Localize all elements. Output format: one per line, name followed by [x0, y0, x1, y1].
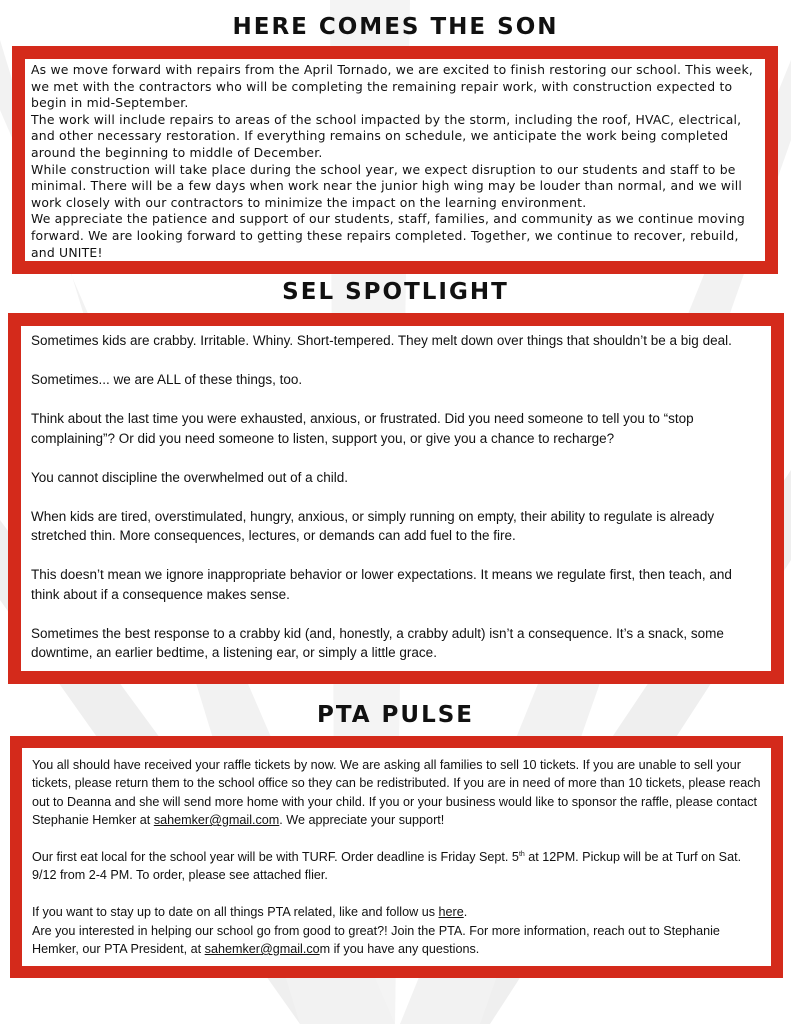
sel-paragraph: When kids are tired, overstimulated, hungry, anxious, or simply running on empty, their ability to regulate is already stretched thin. More consequences, lectures, or demands can add fuel to the fire.: [31, 508, 715, 543]
section-title-sel: SEL SPOTLIGHT: [282, 279, 509, 305]
pta-eat-local-end: at 12PM. Pickup will be at Turf on Sat. 9/12 from 2-4 PM. To order, please see attached flier.: [32, 850, 742, 883]
sel-paragraph: Think about the last time you were exhausted, anxious, or frustrated. Did you need someone to tell you to “stop complaining”? Or did you need someone to listen, support you, or give you a chance to recharge?: [31, 411, 694, 446]
sel-paragraph: Sometimes kids are crabby. Irritable. Whiny. Short-tempered. They melt down over things that shouldn’t be a big deal.: [31, 333, 732, 348]
pta-join-text: Are you interested in helping our school go from good to great?! Join the PTA. For more information, reach out to Stephanie Hemker, our PTA President, at: [32, 923, 720, 957]
pta-follow-paragraph: [32, 903, 761, 921]
son-paragraph: We appreciate the patience and support of our students, staff, families, and community as we continue moving forward. We are looking forward to getting these repairs completed. Together, we continue to recover, rebuild, and UNITE!: [31, 211, 745, 260]
follow-here-link[interactable]: here: [438, 905, 464, 920]
pta-raffle-end: . We appreciate your support!: [279, 813, 445, 828]
pta-eat-local-paragraph: [32, 848, 761, 885]
pta-follow-end: .: [463, 905, 468, 920]
pta-raffle-text: You all should have received your raffle tickets by now. We are asking all families to sell 10 tickets. If you are unable to sell your tickets, please return them to the school office so they can be redistributed. If you are in need of more than 10 tickets, please reach out to Deanna and she will send more home with your child. If you or your business would like to sponsor the raffle, please contact Stephanie Hemker at: [32, 758, 761, 828]
pta-follow-text: If you want to stay up to date on all things PTA related, like and follow us: [32, 905, 439, 920]
pta-join-paragraph: [32, 922, 761, 959]
pta-join-end: m if you have any questions.: [319, 942, 480, 957]
email-link[interactable]: sahemker@gmail.com: [153, 813, 280, 828]
section-title-son: HERE COMES THE SON: [232, 14, 559, 40]
sel-paragraph: Sometimes the best response to a crabby kid (and, honestly, a crabby adult) isn’t a consequence. It’s a snack, some downtime, an earlier bedtime, a listening ear, or simply a little grace.: [31, 625, 724, 660]
son-content-box: [12, 46, 778, 274]
pta-content-box: [10, 736, 783, 978]
sel-paragraph: This doesn’t mean we ignore inappropriate behavior or lower expectations. It means we regulate first, then teach, and think about if a consequence makes sense.: [31, 567, 732, 602]
son-paragraph: As we move forward with repairs from the April Tornado, we are excited to finish restoring our school. This week, we met with the contractors who will be completing the remaining repair work, with construction expected to begin in mid-September.: [31, 62, 754, 111]
sel-paragraph: You cannot discipline the overwhelmed out of a child.: [31, 469, 348, 485]
sel-content-box: [8, 313, 784, 684]
pta-raffle-paragraph: [32, 756, 761, 830]
sel-paragraph: Sometimes... we are ALL of these things, too.: [31, 372, 303, 387]
president-email-link[interactable]: sahemker@gmail.co: [204, 942, 320, 957]
pta-eat-local-text: Our first eat local for the school year will be with TURF. Order deadline is Friday Sept. 5: [32, 850, 519, 865]
section-title-pta: PTA PULSE: [316, 702, 475, 728]
son-paragraph: The work will include repairs to areas of the school impacted by the storm, including the roof, HVAC, electrical, and other necessary restoration. If everything remains on schedule, we anticipate the work being completed around the beginning to middle of December.: [31, 111, 742, 160]
son-paragraph: While construction will take place during the school year, we expect disruption to our students and staff to be minimal. There will be a few days when work near the junior high wing may be louder than normal, and we will work closely with our contractors to minimize the impact on the learning environment.: [31, 161, 743, 210]
ordinal-suffix: th: [518, 850, 525, 858]
